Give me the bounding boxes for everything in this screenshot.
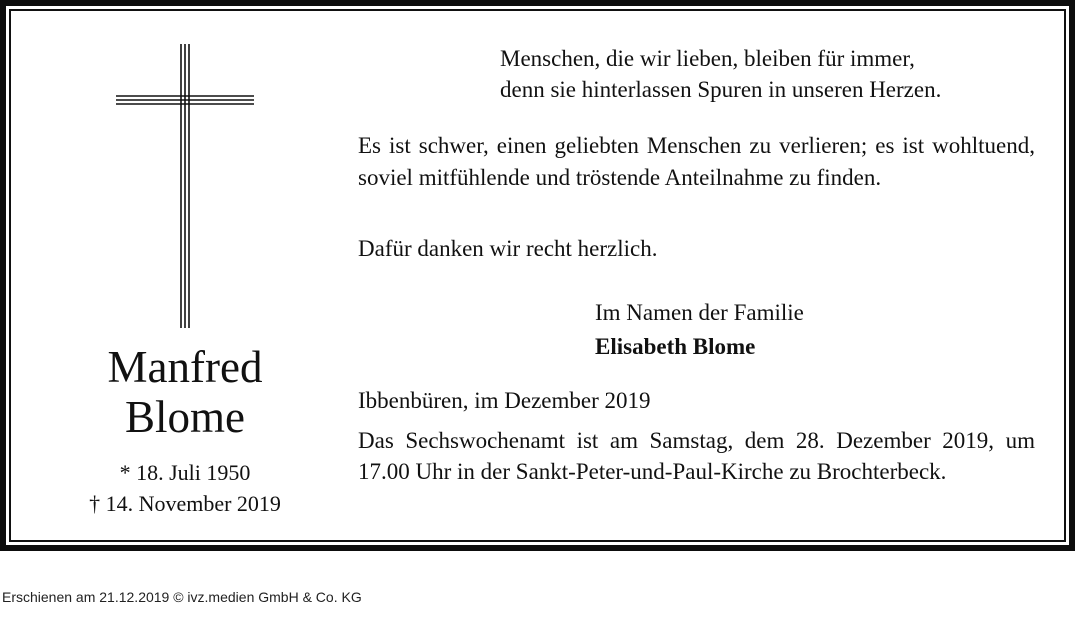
signature-name: Elisabeth Blome xyxy=(595,334,756,359)
verse-line-2: denn sie hinterlassen Spuren in unseren Herzen. xyxy=(500,77,942,102)
birth-date: * 18. Juli 1950 xyxy=(119,460,251,485)
memorial-verse xyxy=(500,43,941,105)
last-name: Blome xyxy=(125,392,245,442)
verse-line-1: Menschen, die wir lieben, bleiben für immer, xyxy=(500,46,915,71)
first-name: Manfred xyxy=(107,342,263,392)
place-date: Ibbenbüren, im Dezember 2019 xyxy=(358,388,651,413)
death-date: † 14. November 2019 xyxy=(89,491,281,516)
thanks-paragraph: Es ist schwer, einen geliebten Menschen zu verlieren; es ist wohltuend, soviel mitfühlende und tröstende Anteilnahme zu finden. xyxy=(358,133,1035,190)
signature-block xyxy=(595,296,804,364)
cross-icon xyxy=(116,44,254,328)
thanks-closing: Dafür danken wir recht herzlich. xyxy=(358,236,658,261)
deceased-name xyxy=(40,342,330,442)
life-dates xyxy=(40,457,330,519)
publication-footer: Erschienen am 21.12.2019 © ivz.medien GmbH & Co. KG xyxy=(2,589,362,605)
signature-intro: Im Namen der Familie xyxy=(595,300,804,325)
service-notice: Das Sechswochenamt ist am Samstag, dem 28. Dezember 2019, um 17.00 Uhr in der Sankt-Peter-und-Paul-Kirche zu Brochterbeck. xyxy=(358,428,1035,484)
